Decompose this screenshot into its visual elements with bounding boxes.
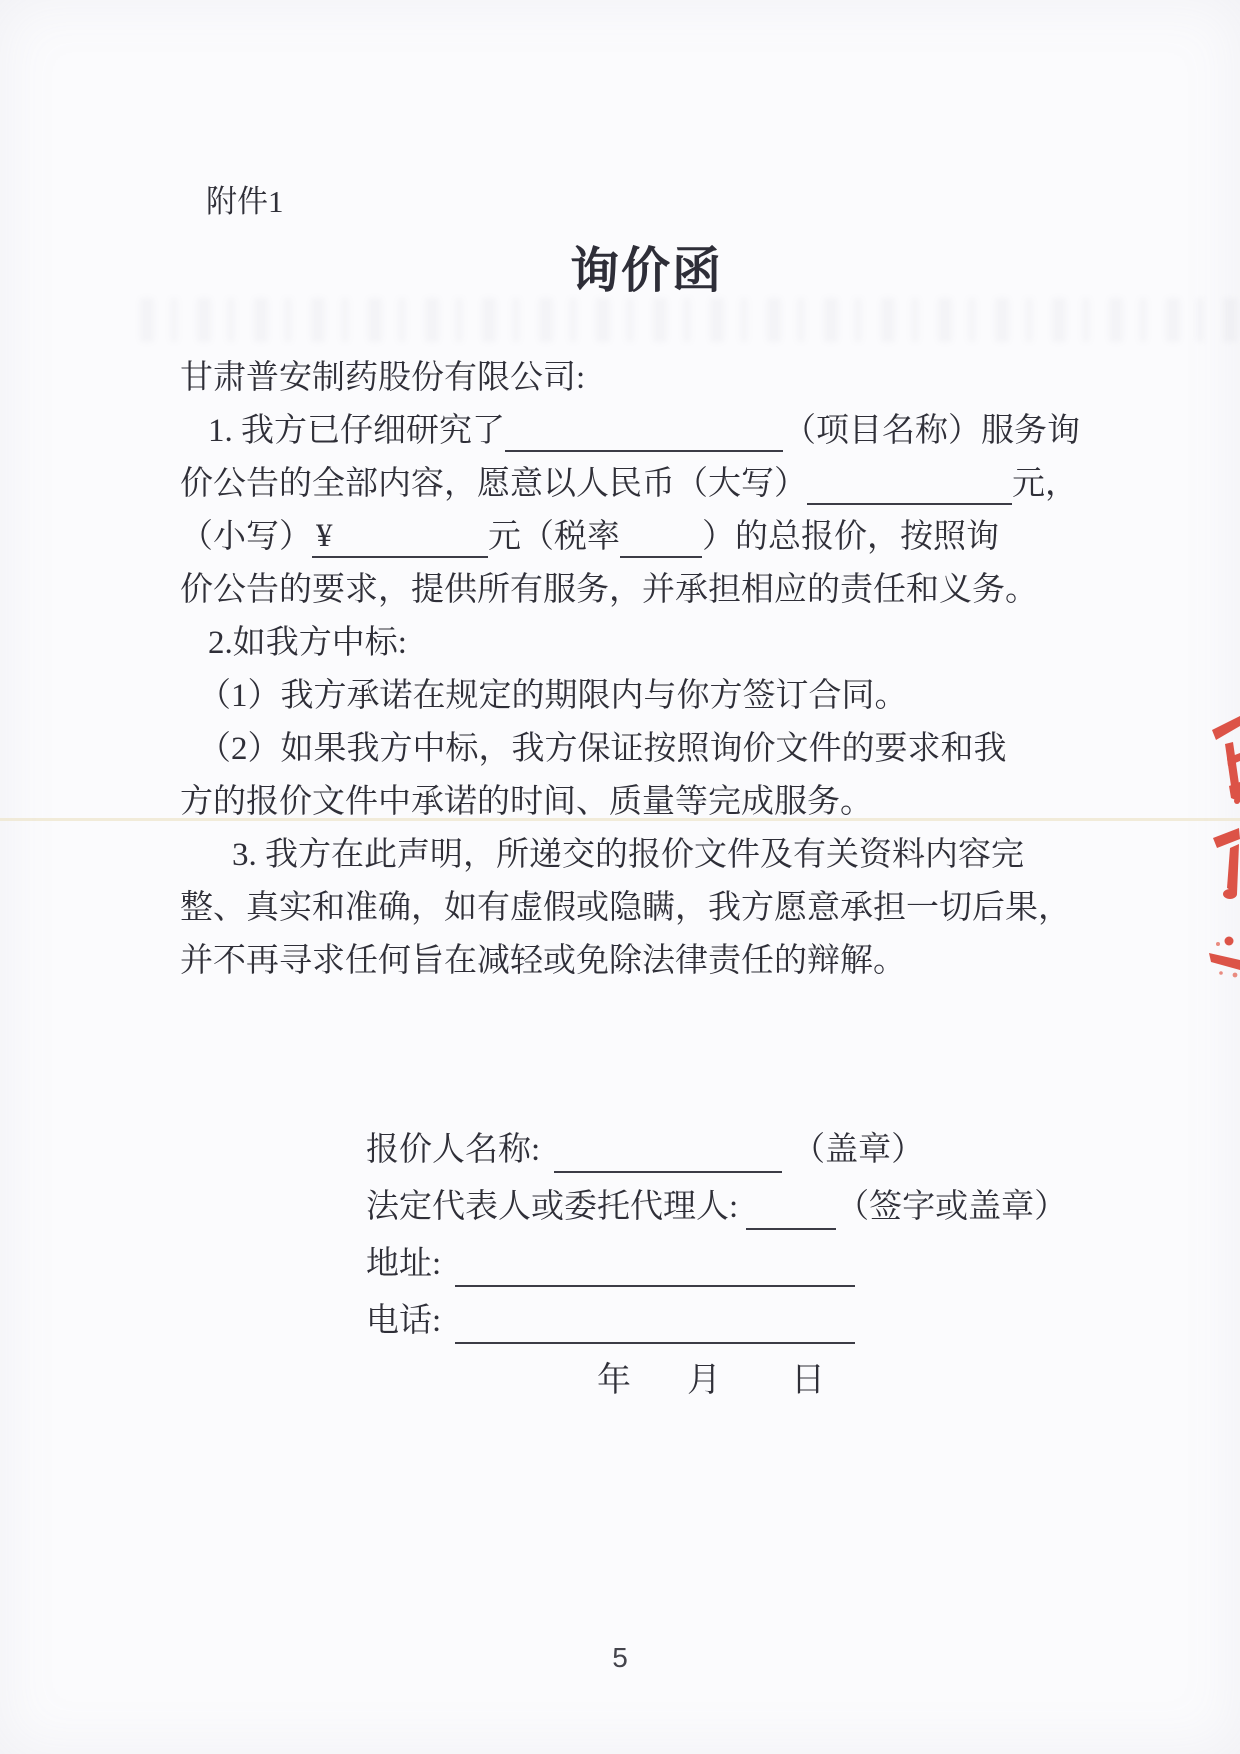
address-blank xyxy=(455,1241,855,1287)
address-label: 地址: xyxy=(366,1246,442,1282)
stamp-fragment-bottom xyxy=(1209,937,1240,978)
bidder-name-blank xyxy=(554,1127,782,1173)
project-name-blank xyxy=(505,410,783,452)
page-number: 5 xyxy=(612,1642,628,1673)
date-year-label: 年 xyxy=(597,1362,631,1399)
representative-blank xyxy=(746,1184,836,1230)
tax-rate-label: 元（税率 xyxy=(488,519,620,555)
phone-label: 电话: xyxy=(366,1303,442,1339)
clause-1-text-post: （项目名称）服务询 xyxy=(783,413,1080,449)
date-line xyxy=(597,1352,825,1401)
phone-blank xyxy=(455,1298,855,1344)
clause-2-item-2-line-1: （2）如果我方中标，我方保证按照询价文件的要求和我 xyxy=(198,731,1007,767)
representative-row xyxy=(366,1179,1067,1236)
signature-block xyxy=(366,1122,1067,1350)
representative-label: 法定代表人或委托代理人: xyxy=(366,1189,739,1225)
clause-3-line-2: 整、真实和准确，如有虚假或隐瞒，我方愿意承担一切后果， xyxy=(180,890,1071,926)
clause-1-line-2-suffix: 元， xyxy=(1012,466,1078,502)
date-month-label: 月 xyxy=(687,1362,721,1399)
clause-1-line-2 xyxy=(180,458,1080,511)
scan-bleedthrough-artifact xyxy=(140,298,1240,342)
clause-1-line-2-text: 价公告的全部内容，愿意以人民币（大写） xyxy=(180,466,807,502)
stamp-fragment-middle xyxy=(1213,828,1240,899)
clause-1-line-4: 价公告的要求，提供所有服务，并承担相应的责任和义务。 xyxy=(180,572,1038,608)
clause-2-heading: 2.如我方中标: xyxy=(208,625,407,661)
phone-row xyxy=(366,1293,1067,1350)
amount-in-figures-blank xyxy=(312,516,488,558)
yen-sign: ¥ xyxy=(316,518,333,554)
attachment-label: 附件1 xyxy=(206,184,284,219)
clause-2-item-1: （1）我方承诺在规定的期限内与你方签订合同。 xyxy=(198,678,908,714)
red-stamp-fragments xyxy=(1203,698,1240,978)
recipient-line: 甘肃普安制药股份有限公司: xyxy=(180,360,586,396)
clause-1-text-pre: 1. 我方已仔细研究了 xyxy=(208,413,505,449)
stamp-fragment-top xyxy=(1212,716,1240,804)
tax-rate-blank xyxy=(620,516,702,558)
letter-body xyxy=(180,352,1080,988)
seal-note: （盖章） xyxy=(792,1132,925,1168)
clause-3-line-1: 3. 我方在此声明，所递交的报价文件及有关资料内容完 xyxy=(232,837,1024,873)
lowercase-label: （小写） xyxy=(180,519,312,555)
clause-1-line-3 xyxy=(180,511,1080,564)
clause-2-item-2-line-2: 方的报价文件中承诺的时间、质量等完成服务。 xyxy=(180,784,873,820)
clause-1-line-1 xyxy=(180,405,1080,458)
bidder-name-row xyxy=(366,1122,1067,1179)
amount-in-words-blank xyxy=(807,463,1012,505)
clause-3-line-3: 并不再寻求任何旨在减轻或免除法律责任的辩解。 xyxy=(180,943,906,979)
bidder-name-label: 报价人名称: xyxy=(366,1132,541,1168)
clause-1-line-3-suffix: ）的总报价，按照询 xyxy=(702,519,999,555)
page-title: 询价函 xyxy=(570,243,724,298)
address-row xyxy=(366,1236,1067,1293)
sign-or-seal-note: （签字或盖章） xyxy=(836,1189,1068,1225)
date-day-label: 日 xyxy=(791,1362,825,1399)
